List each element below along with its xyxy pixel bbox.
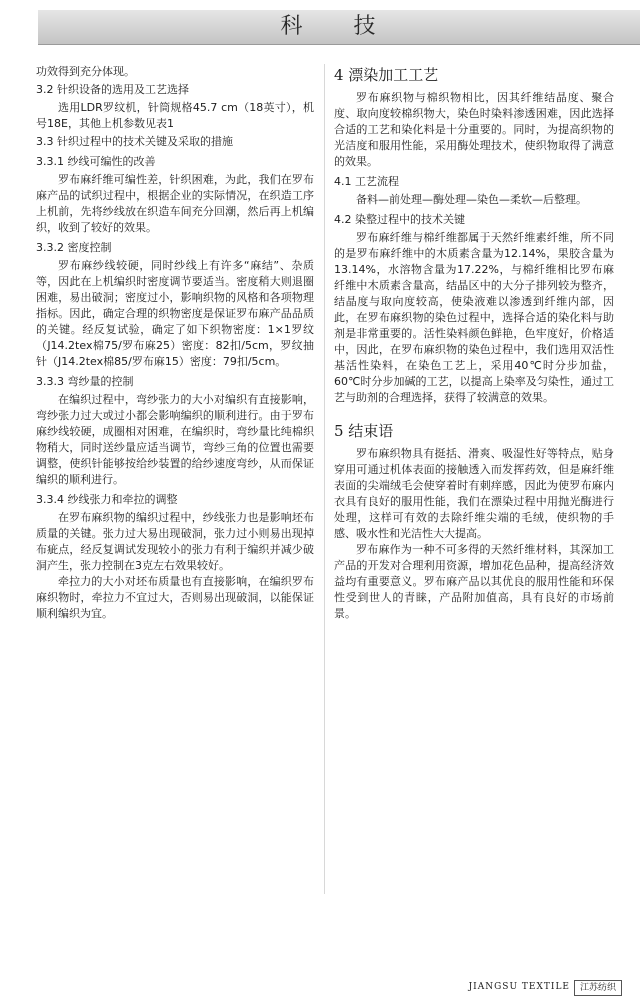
body-paragraph: 在编织过程中，弯纱张力的大小对编织有直接影响，弯纱张力过大或过小都会影响编织的顺利进行。由于罗布麻纱线较硬，成圈相对困难，在编织时，弯纱量比纯棉织物稍大，同时送纱量应适当调节，弯纱三角的位置也需要调整，使织针能够按给纱装置的给纱速度弯纱，从而保证编织的顺利进行。 bbox=[36, 393, 314, 486]
column-divider bbox=[324, 64, 325, 894]
body-paragraph: 在罗布麻织物的编织过程中，纱线张力也是影响坯布质量的关键。张力过大易出现破洞，张力过小则易出现掉布疵点，经反复调试发现较小的张力有利于编织并减少破洞产生，张力控制在3克左右效果较好。 bbox=[36, 511, 314, 572]
subsection-heading: 3.3 针织过程中的技术关键及采取的措施 bbox=[36, 135, 233, 148]
body-paragraph: 罗布麻纱线较硬，同时纱线上有许多“麻结”、杂质等，因此在上机编织时密度调节要适当。密度稍大则退圈困难，易出破洞；密度过小，影响织物的风格和各项物理指标。因此，确定合理的织物密度是保证罗布麻产品品质的关键。经反复试验，确定了如下织物密度：1×1罗纹（J14.2tex棉75/罗布麻25）密度：82扣/5cm，罗纹抽针（J14.2tex棉85/罗布麻15）密度：79扣/5cm。 bbox=[36, 259, 314, 368]
body-paragraph: 功效得到充分体现。 bbox=[36, 65, 135, 78]
subsubsection-heading: 3.3.2 密度控制 bbox=[36, 241, 112, 254]
subsection-heading: 3.2 针织设备的选用及工艺选择 bbox=[36, 83, 189, 96]
subsubsection-heading: 3.3.1 纱线可编性的改善 bbox=[36, 155, 156, 168]
left-column bbox=[36, 64, 314, 622]
body-paragraph: 选用LDR罗纹机，针筒规格45.7 cm（18英寸），机号18E，其他上机参数见表1 bbox=[36, 101, 314, 130]
subsubsection-heading: 4.2 染整过程中的技术关键 bbox=[334, 213, 465, 226]
body-paragraph: 备料—前处理—酶处理—染色—柔软—后整理。 bbox=[356, 193, 587, 206]
right-column bbox=[334, 64, 614, 622]
section-heading: 4 漂染加工工艺 bbox=[334, 66, 439, 84]
body-paragraph: 罗布麻织物与棉织物相比，因其纤维结晶度、聚合度、取向度较棉织物大，染色时染料渗透困难，因此选择合适的工艺和染化料是十分重要的。同时，为提高织物的光洁度和服用性能，采用酶处理技术，使织物取得了满意的效果。 bbox=[334, 91, 614, 168]
body-paragraph: 牵拉力的大小对坯布质量也有直接影响，在编织罗布麻织物时，牵拉力不宜过大，否则易出现破洞，以能保证顺利编织为宜。 bbox=[36, 575, 314, 620]
section-title: 科 技 bbox=[280, 14, 398, 39]
body-paragraph: 罗布麻纤维与棉纤维都属于天然纤维素纤维，所不同的是罗布麻纤维中的木质素含量为12.14%，果胶含量为13.14%，水溶物含量为17.22%，与棉纤维相比罗布麻纤维中木质素含量高，结晶区中的大分子排列较为整齐，结晶度与取向度较高，使染液难以渗透到纤维内部，因此，在罗布麻织物的染色过程中，选择合适的染化料与助剂是非常重要的。活性染料颜色鲜艳，色牢度好，价格适中，因此，在罗布麻织物的染色过程中，我们选用双活性基活性染料，在染色工艺上，采用40℃时分步加盐，60℃时分步加碱的工艺，以提高上染率及匀染性，通过工艺与助剂的合理选择，获得了较满意的效果。 bbox=[334, 231, 614, 404]
body-paragraph: 罗布麻纤维可编性差，针织困难，为此，我们在罗布麻产品的试织过程中，根据企业的实际情况，在织造工序上机前，先将纱线放在织造车间充分回潮，然后再上机编织，收到了较好的效果。 bbox=[36, 173, 314, 234]
subsubsection-heading: 3.3.3 弯纱量的控制 bbox=[36, 375, 134, 388]
body-paragraph: 罗布麻作为一种不可多得的天然纤维材料，其深加工产品的开发对合理利用资源，增加花色品种，提高经济效益均有重要意义。罗布麻产品以其优良的服用性能和环保性受到世人的青睐，产品附加值高，具有良好的市场前景。 bbox=[334, 543, 614, 620]
section-heading: 5 结束语 bbox=[334, 422, 394, 440]
subsubsection-heading: 3.3.4 纱线张力和牵拉的调整 bbox=[36, 493, 178, 506]
body-paragraph: 罗布麻织物具有挺括、滑爽、吸湿性好等特点，贴身穿用可通过机体表面的接触透入而发挥药效，但是麻纤维表面的尖端绒毛会使穿着时有刺痒感，因此为使罗布麻内衣具有良好的服用性能，我们在漂染过程中用抛光酶进行处理，这样可有效的去除纤维尖端的毛绒，使织物的手感、吸水性和光洁性大大提高。 bbox=[334, 447, 614, 540]
journal-name: JIANGSU TEXTILE bbox=[468, 982, 570, 992]
page-footer bbox=[0, 978, 640, 1000]
subsubsection-heading: 4.1 工艺流程 bbox=[334, 175, 399, 188]
journal-badge: 江苏纺织 bbox=[574, 980, 622, 996]
